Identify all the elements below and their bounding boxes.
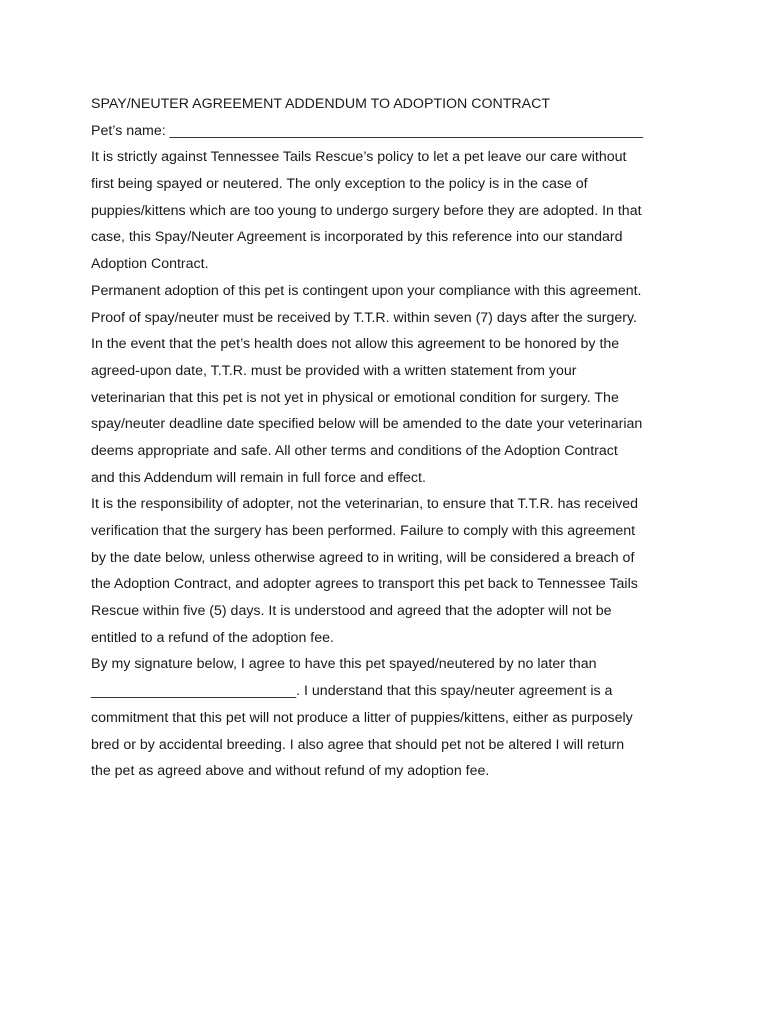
responsibility-line-1: It is the responsibility of adopter, not the veterinarian, to ensure that T.T.R. has received xyxy=(91,496,639,513)
signature-agreement-line-4: bred or by accidental breeding. I also agree that should pet not be altered I will return xyxy=(91,736,625,753)
deadline-date-field-line: __________________________. I understand that this spay/neuter agreement is a xyxy=(91,683,613,700)
permanent-adoption-line-8: and this Addendum will remain in full force and effect. xyxy=(91,469,426,486)
document-body xyxy=(91,91,691,785)
signature-agreement-line-1: By my signature below, I agree to have this pet spayed/neutered by no later than xyxy=(91,656,597,673)
pets-name-field-line: Pet’s name: ____________________________________________________________ xyxy=(91,122,644,139)
responsibility-line-4: the Adoption Contract, and adopter agrees to transport this pet back to Tennessee Tails xyxy=(91,576,638,593)
permanent-adoption-line-4: agreed-upon date, T.T.R. must be provided with a written statement from your xyxy=(91,362,577,379)
permanent-adoption-line-3: In the event that the pet’s health does not allow this agreement to be honored by the xyxy=(91,336,620,353)
permanent-adoption-line-1: Permanent adoption of this pet is contingent upon your compliance with this agreement. xyxy=(91,282,642,299)
permanent-adoption-line-2: Proof of spay/neuter must be received by T.T.R. within seven (7) days after the surgery. xyxy=(91,309,637,326)
responsibility-line-5: Rescue within five (5) days. It is understood and agreed that the adopter will not be xyxy=(91,603,612,620)
signature-agreement-line-3: commitment that this pet will not produce a litter of puppies/kittens, either as purposely xyxy=(91,709,633,726)
policy-line-5: Adoption Contract. xyxy=(91,256,209,273)
permanent-adoption-line-6: spay/neuter deadline date specified below will be amended to the date your veterinarian xyxy=(91,416,643,433)
responsibility-line-6: entitled to a refund of the adoption fee. xyxy=(91,629,334,646)
permanent-adoption-line-7: deems appropriate and safe. All other terms and conditions of the Adoption Contract xyxy=(91,442,618,459)
responsibility-line-3: by the date below, unless otherwise agreed to in writing, will be considered a breach of xyxy=(91,549,635,566)
document-title: SPAY/NEUTER AGREEMENT ADDENDUM TO ADOPTION CONTRACT xyxy=(91,96,551,112)
signature-agreement-line-5: the pet as agreed above and without refund of my adoption fee. xyxy=(91,763,490,780)
policy-line-1: It is strictly against Tennessee Tails Rescue’s policy to let a pet leave our care without xyxy=(91,149,627,166)
policy-line-2: first being spayed or neutered. The only exception to the policy is in the case of xyxy=(91,176,588,193)
responsibility-line-2: verification that the surgery has been performed. Failure to comply with this agreement xyxy=(91,523,636,539)
policy-line-4: case, this Spay/Neuter Agreement is incorporated by this reference into our standard xyxy=(91,229,623,246)
policy-line-3: puppies/kittens which are too young to undergo surgery before they are adopted. In that xyxy=(91,202,642,219)
permanent-adoption-line-5: veterinarian that this pet is not yet in physical or emotional condition for surgery. The xyxy=(91,389,619,406)
